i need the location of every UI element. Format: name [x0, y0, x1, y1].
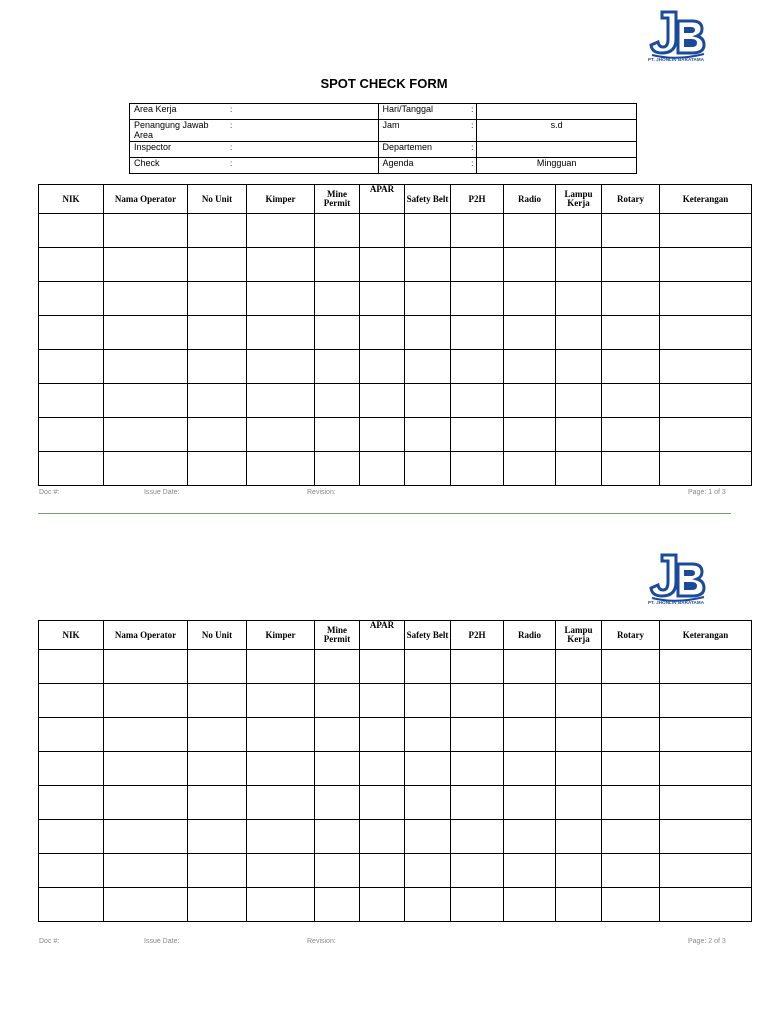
table-cell[interactable] [104, 888, 188, 922]
table-cell[interactable] [405, 820, 451, 854]
issue-date-label: Issue Date: [144, 938, 180, 945]
table-cell[interactable] [504, 384, 556, 418]
jb-logo-icon [646, 552, 708, 604]
table-cell[interactable] [315, 718, 360, 752]
table-cell[interactable] [504, 316, 556, 350]
table-cell[interactable] [451, 718, 504, 752]
table-cell[interactable] [188, 888, 247, 922]
colon: : [230, 143, 233, 152]
area-kerja-cell [130, 104, 379, 120]
table-cell[interactable] [360, 888, 405, 922]
hari-tanggal-value[interactable] [477, 104, 637, 120]
table-cell[interactable] [360, 248, 405, 282]
column-header: Radio [504, 185, 556, 214]
table-cell[interactable] [405, 854, 451, 888]
column-header: Rotary [602, 185, 660, 214]
table-cell[interactable] [405, 786, 451, 820]
table-cell[interactable] [602, 316, 660, 350]
spot-check-table-page-1 [38, 184, 752, 486]
table-cell[interactable] [660, 316, 752, 350]
table-cell[interactable] [360, 418, 405, 452]
table-cell[interactable] [188, 248, 247, 282]
table-cell[interactable] [451, 384, 504, 418]
table-cell[interactable] [602, 214, 660, 248]
table-cell[interactable] [405, 316, 451, 350]
table-cell[interactable] [39, 684, 104, 718]
departemen-cell [378, 142, 477, 158]
jam-cell [378, 120, 477, 142]
table-row [39, 718, 752, 752]
table-cell[interactable] [556, 248, 602, 282]
table-cell[interactable] [104, 282, 188, 316]
table-cell[interactable] [556, 452, 602, 486]
table-cell[interactable] [315, 650, 360, 684]
table-cell[interactable] [602, 650, 660, 684]
table-cell[interactable] [602, 418, 660, 452]
table-cell[interactable] [451, 854, 504, 888]
table-cell[interactable] [405, 718, 451, 752]
table-cell[interactable] [660, 888, 752, 922]
table-row [39, 786, 752, 820]
table-cell[interactable] [315, 888, 360, 922]
table-cell[interactable] [315, 752, 360, 786]
form-header-table [129, 103, 637, 174]
table-cell[interactable] [39, 718, 104, 752]
table-cell[interactable] [39, 384, 104, 418]
table-cell[interactable] [315, 786, 360, 820]
table-cell[interactable] [104, 786, 188, 820]
table-cell[interactable] [39, 854, 104, 888]
revision-label: Revision: [307, 938, 336, 945]
table-cell[interactable] [39, 752, 104, 786]
page-number: Page: 1 of 3 [688, 489, 726, 496]
table-cell[interactable] [315, 452, 360, 486]
check-cell [130, 158, 379, 174]
table-cell[interactable] [188, 418, 247, 452]
table-row [39, 350, 752, 384]
column-header: APAR [360, 185, 405, 214]
table-cell[interactable] [188, 718, 247, 752]
spot-check-table-page-2 [38, 620, 752, 922]
table-cell[interactable] [247, 214, 315, 248]
column-header: Lampu Kerja [556, 621, 602, 650]
table-cell[interactable] [247, 718, 315, 752]
table-cell[interactable] [451, 214, 504, 248]
table-cell[interactable] [39, 452, 104, 486]
table-cell[interactable] [315, 418, 360, 452]
table-cell[interactable] [556, 418, 602, 452]
table-cell[interactable] [39, 650, 104, 684]
table-cell[interactable] [405, 384, 451, 418]
table-cell[interactable] [660, 214, 752, 248]
table-row [39, 888, 752, 922]
issue-date-label: Issue Date: [144, 489, 180, 496]
table-row [39, 282, 752, 316]
table-cell[interactable] [315, 248, 360, 282]
table-cell[interactable] [405, 248, 451, 282]
table-cell[interactable] [188, 820, 247, 854]
table-cell[interactable] [405, 752, 451, 786]
table-cell[interactable] [451, 418, 504, 452]
table-cell[interactable] [247, 452, 315, 486]
table-cell[interactable] [360, 752, 405, 786]
table-cell[interactable] [360, 214, 405, 248]
table-cell[interactable] [247, 786, 315, 820]
table-cell[interactable] [104, 316, 188, 350]
table-cell[interactable] [405, 888, 451, 922]
table-cell[interactable] [451, 888, 504, 922]
table-cell[interactable] [104, 718, 188, 752]
table-cell[interactable] [188, 214, 247, 248]
table-cell[interactable] [602, 718, 660, 752]
table-cell[interactable] [660, 384, 752, 418]
colon: : [230, 121, 233, 130]
column-header: APAR [360, 621, 405, 650]
table-cell[interactable] [360, 452, 405, 486]
table-cell[interactable] [360, 350, 405, 384]
table-cell[interactable] [504, 718, 556, 752]
table-cell[interactable] [556, 752, 602, 786]
agenda-cell [378, 158, 477, 174]
table-cell[interactable] [247, 316, 315, 350]
table-row [39, 854, 752, 888]
table-cell[interactable] [405, 282, 451, 316]
table-cell[interactable] [104, 820, 188, 854]
table-cell[interactable] [504, 418, 556, 452]
penangung-label: Penangung Jawab Area [134, 120, 209, 140]
table-cell[interactable] [556, 854, 602, 888]
check-label: Check [134, 158, 160, 168]
hari-tanggal-label: Hari/Tanggal [382, 104, 434, 114]
table-cell[interactable] [315, 384, 360, 418]
table-cell[interactable] [405, 350, 451, 384]
column-header: Keterangan [660, 621, 752, 650]
table-cell[interactable] [188, 650, 247, 684]
table-cell[interactable] [405, 650, 451, 684]
table-cell[interactable] [104, 854, 188, 888]
table-cell[interactable] [556, 888, 602, 922]
table-cell[interactable] [504, 248, 556, 282]
table-cell[interactable] [451, 282, 504, 316]
table-row [39, 248, 752, 282]
inspector-label: Inspector [134, 142, 172, 152]
table-cell[interactable] [247, 888, 315, 922]
table-cell[interactable] [504, 350, 556, 384]
table-cell[interactable] [39, 350, 104, 384]
table-cell[interactable] [504, 452, 556, 486]
table-cell[interactable] [556, 282, 602, 316]
column-header: No Unit [188, 621, 247, 650]
table-cell[interactable] [602, 684, 660, 718]
column-header: Mine Permit [315, 185, 360, 214]
table-cell[interactable] [602, 282, 660, 316]
company-name: PT. JHONLIN BARATAMA [648, 57, 705, 62]
jam-label: Jam [382, 120, 400, 130]
table-cell[interactable] [188, 452, 247, 486]
departemen-value[interactable] [477, 142, 637, 158]
column-header: Keterangan [660, 185, 752, 214]
table-row [39, 214, 752, 248]
table-cell[interactable] [104, 452, 188, 486]
table-row [39, 452, 752, 486]
table-cell[interactable] [104, 752, 188, 786]
table-cell[interactable] [660, 282, 752, 316]
table-cell[interactable] [556, 214, 602, 248]
column-header: No Unit [188, 185, 247, 214]
table-cell[interactable] [405, 214, 451, 248]
table-cell[interactable] [247, 248, 315, 282]
table-cell[interactable] [556, 316, 602, 350]
table-cell[interactable] [602, 786, 660, 820]
table-cell[interactable] [104, 214, 188, 248]
table-cell[interactable] [602, 752, 660, 786]
column-header: Kimper [247, 621, 315, 650]
table-cell[interactable] [315, 854, 360, 888]
colon: : [471, 121, 474, 130]
table-cell[interactable] [360, 650, 405, 684]
agenda-label: Agenda [382, 158, 414, 168]
inspector-cell [130, 142, 379, 158]
table-cell[interactable] [188, 350, 247, 384]
table-cell[interactable] [556, 384, 602, 418]
table-cell[interactable] [556, 786, 602, 820]
table-cell[interactable] [188, 752, 247, 786]
colon: : [471, 159, 474, 168]
column-header: Nama Operator [104, 621, 188, 650]
jam-value[interactable]: s.d [477, 120, 637, 142]
table-header-row [39, 621, 752, 650]
table-cell[interactable] [315, 684, 360, 718]
table-cell[interactable] [104, 650, 188, 684]
table-cell[interactable] [188, 786, 247, 820]
page-divider [38, 513, 731, 514]
table-cell[interactable] [188, 282, 247, 316]
table-cell[interactable] [602, 248, 660, 282]
table-cell[interactable] [504, 786, 556, 820]
table-cell[interactable] [660, 854, 752, 888]
column-header: NIK [39, 621, 104, 650]
column-header: Safety Belt [405, 185, 451, 214]
table-cell[interactable] [504, 282, 556, 316]
table-row [39, 316, 752, 350]
table-cell[interactable] [104, 684, 188, 718]
table-cell[interactable] [360, 854, 405, 888]
colon: : [471, 143, 474, 152]
table-cell[interactable] [556, 684, 602, 718]
column-header: Lampu Kerja [556, 185, 602, 214]
table-cell[interactable] [247, 684, 315, 718]
table-cell[interactable] [405, 452, 451, 486]
table-cell[interactable] [602, 854, 660, 888]
table-cell[interactable] [39, 820, 104, 854]
table-row [39, 820, 752, 854]
table-cell[interactable] [451, 350, 504, 384]
table-cell[interactable] [556, 350, 602, 384]
table-cell[interactable] [188, 384, 247, 418]
table-cell[interactable] [660, 650, 752, 684]
table-cell[interactable] [39, 418, 104, 452]
table-cell[interactable] [360, 684, 405, 718]
table-cell[interactable] [504, 820, 556, 854]
agenda-value[interactable]: Mingguan [477, 158, 637, 174]
table-cell[interactable] [504, 684, 556, 718]
column-header: Mine Permit [315, 621, 360, 650]
column-header: Nama Operator [104, 185, 188, 214]
table-cell[interactable] [247, 418, 315, 452]
table-cell[interactable] [39, 888, 104, 922]
table-cell[interactable] [315, 282, 360, 316]
table-cell[interactable] [504, 214, 556, 248]
table-cell[interactable] [451, 248, 504, 282]
table-cell[interactable] [660, 684, 752, 718]
table-cell[interactable] [360, 316, 405, 350]
table-cell[interactable] [504, 854, 556, 888]
column-header: Safety Belt [405, 621, 451, 650]
table-cell[interactable] [660, 350, 752, 384]
table-cell[interactable] [405, 684, 451, 718]
table-cell[interactable] [405, 418, 451, 452]
table-cell[interactable] [247, 384, 315, 418]
table-cell[interactable] [104, 350, 188, 384]
column-header: Kimper [247, 185, 315, 214]
table-cell[interactable] [360, 718, 405, 752]
table-cell[interactable] [451, 684, 504, 718]
table-cell[interactable] [39, 316, 104, 350]
table-cell[interactable] [602, 888, 660, 922]
table-cell[interactable] [556, 718, 602, 752]
table-cell[interactable] [315, 316, 360, 350]
table-cell[interactable] [188, 316, 247, 350]
penangung-cell [130, 120, 379, 142]
jb-logo-icon [646, 9, 708, 61]
table-row [39, 650, 752, 684]
table-cell[interactable] [360, 384, 405, 418]
form-title: SPOT CHECK FORM [320, 76, 448, 91]
table-cell[interactable] [315, 214, 360, 248]
table-cell[interactable] [360, 820, 405, 854]
table-cell[interactable] [602, 350, 660, 384]
table-cell[interactable] [247, 820, 315, 854]
table-cell[interactable] [602, 384, 660, 418]
table-row [39, 684, 752, 718]
table-cell[interactable] [360, 786, 405, 820]
table-cell[interactable] [247, 282, 315, 316]
column-header: NIK [39, 185, 104, 214]
hari-tanggal-cell [378, 104, 477, 120]
table-cell[interactable] [556, 820, 602, 854]
table-cell[interactable] [451, 650, 504, 684]
table-cell[interactable] [451, 786, 504, 820]
table-cell[interactable] [104, 248, 188, 282]
table-cell[interactable] [451, 752, 504, 786]
table-cell[interactable] [315, 820, 360, 854]
departemen-label: Departemen [382, 142, 433, 152]
table-cell[interactable] [451, 452, 504, 486]
table-cell[interactable] [504, 752, 556, 786]
table-cell[interactable] [660, 248, 752, 282]
area-kerja-label: Area Kerja [134, 104, 177, 114]
column-header: P2H [451, 621, 504, 650]
table-cell[interactable] [247, 752, 315, 786]
table-cell[interactable] [188, 684, 247, 718]
column-header: P2H [451, 185, 504, 214]
table-cell[interactable] [660, 418, 752, 452]
table-header-row [39, 185, 752, 214]
page-number: Page: 2 of 3 [688, 938, 726, 945]
table-cell[interactable] [504, 888, 556, 922]
table-cell[interactable] [39, 214, 104, 248]
table-cell[interactable] [39, 786, 104, 820]
table-cell[interactable] [504, 650, 556, 684]
column-header: Rotary [602, 621, 660, 650]
revision-label: Revision: [307, 489, 336, 496]
table-row [39, 752, 752, 786]
colon: : [230, 159, 233, 168]
table-cell[interactable] [188, 854, 247, 888]
table-cell[interactable] [660, 752, 752, 786]
table-cell[interactable] [247, 650, 315, 684]
table-cell[interactable] [360, 282, 405, 316]
column-header: Radio [504, 621, 556, 650]
table-row [39, 418, 752, 452]
table-cell[interactable] [39, 282, 104, 316]
table-cell[interactable] [104, 418, 188, 452]
table-cell[interactable] [602, 820, 660, 854]
doc-number-label: Doc #: [39, 938, 60, 945]
table-cell[interactable] [315, 350, 360, 384]
table-cell[interactable] [247, 350, 315, 384]
table-cell[interactable] [660, 786, 752, 820]
table-row [39, 384, 752, 418]
table-cell[interactable] [451, 316, 504, 350]
table-cell[interactable] [602, 452, 660, 486]
colon: : [230, 105, 233, 114]
table-cell[interactable] [556, 650, 602, 684]
table-cell[interactable] [660, 452, 752, 486]
table-cell[interactable] [104, 384, 188, 418]
table-cell[interactable] [451, 820, 504, 854]
doc-number-label: Doc #: [39, 489, 60, 496]
table-cell[interactable] [39, 248, 104, 282]
table-cell[interactable] [660, 718, 752, 752]
colon: : [471, 105, 474, 114]
company-name: PT. JHONLIN BARATAMA [648, 600, 705, 605]
table-cell[interactable] [247, 854, 315, 888]
table-cell[interactable] [660, 820, 752, 854]
